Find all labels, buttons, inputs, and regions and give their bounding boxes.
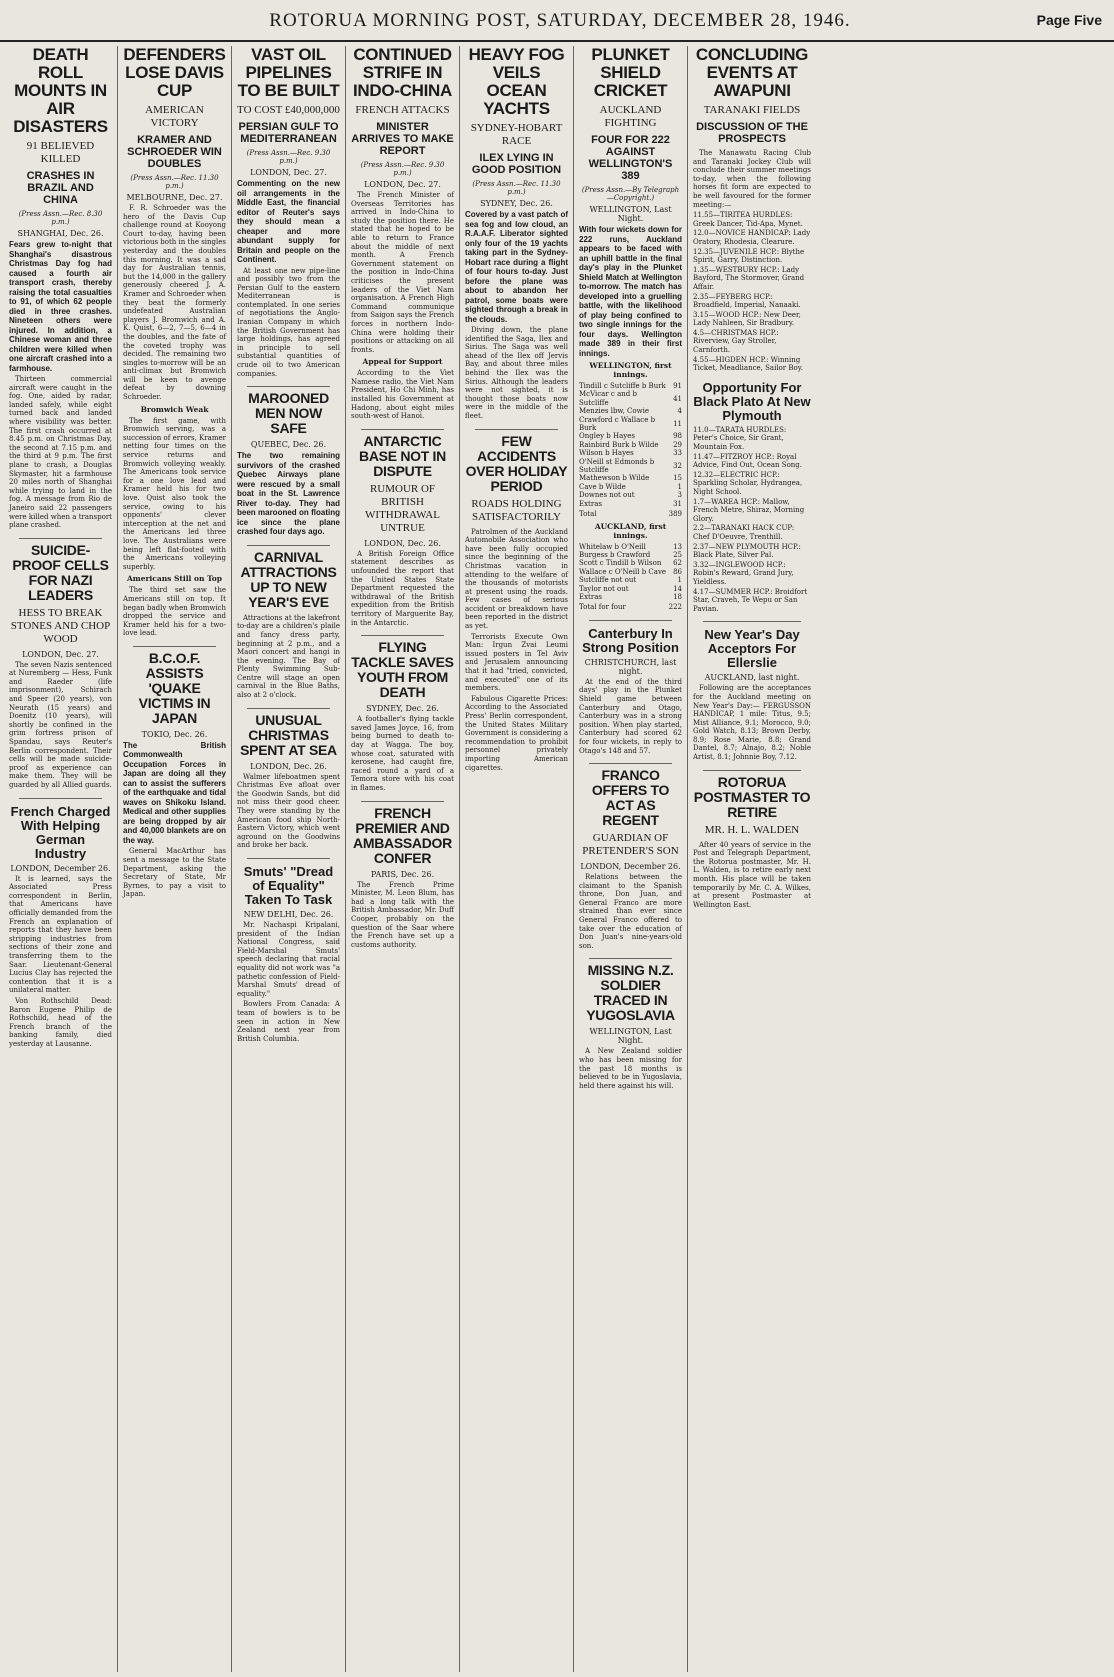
article-french-premier <box>351 806 454 950</box>
headline: HEAVY FOG VEILS OCEAN YACHTS <box>468 46 565 118</box>
body-paragraph: Patrolmen of the Auckland Automobile Association who have been fully occupied since the beginning of the Christmas vacation in attending to the welfare of the thousands of motorists at present using the roads. Few cases of serious accident or breakdown have been reported in the district as yet. <box>465 527 568 631</box>
race-tip: 2.37—NEW PLYMOUTH HCP.: Black Plate, Silver Pal. <box>693 542 801 560</box>
headline: FEW ACCIDENTS OVER HOLIDAY PERIOD <box>465 432 568 494</box>
masthead-title: ROTORUA MORNING POST, SATURDAY, DECEMBER 28, 1946. <box>269 10 851 31</box>
article-postmaster <box>693 775 811 910</box>
dateline: LONDON, Dec. 26. <box>364 538 441 548</box>
subheadline: RUMOUR OF BRITISH WITHDRAWAL UNTRUE <box>365 482 440 534</box>
divider <box>361 635 444 636</box>
subheadline: MR. H. L. WALDEN <box>704 823 800 836</box>
divider <box>247 708 330 709</box>
subheadline: FOUR FOR 222 AGAINST WELLINGTON'S 389 <box>588 134 673 182</box>
article-french-charged <box>9 805 112 1049</box>
score-row <box>579 593 682 601</box>
column-4 <box>346 46 460 1672</box>
race-tips-list <box>693 426 811 613</box>
lead-paragraph: With four wickets down for 222 runs, Auckland appears to be faced with an uphill battle in the final day's play in the Plunket Shield Match at Wellington to-morrow. The match has developed into a gruelling battle, with the likelihood of play being confined to two single innings for the four days. Wellington made 389 in their first innings. <box>579 225 682 358</box>
batsman: Mathewson b Wilde <box>579 474 650 483</box>
headline: SUICIDE-PROOF CELLS FOR NAZI LEADERS <box>12 541 109 603</box>
runs: 18 <box>673 592 682 601</box>
race-tip: 11.0—TARATA HURDLES: Peter's Choice, Sir Grant, Mountain Fox. <box>693 425 787 452</box>
body-paragraph: After 40 years of service in the Post and Telegraph Department, the Rotorua postmaster, Mr. H. L. Walden, is to retire early next month. His place will be taken temporarily by Mr. C. A. Wilkes, at present Postmaster at Wellington East. <box>693 840 811 909</box>
body-paragraph: A British Foreign Office statement describes as unfounded the report that the United States State Department requested the withdrawal of the British expedition from the British territory of Marguerite Bay, in the Antarctic. <box>351 549 454 627</box>
divider <box>19 538 102 539</box>
dateline: LONDON, December 26. <box>10 863 111 873</box>
score-row <box>579 432 682 440</box>
batsman: Burgess b Crawford <box>579 550 651 559</box>
score-row <box>579 382 682 390</box>
article-smuts <box>237 865 340 1043</box>
race-tip: 12.0—NOVICE HANDICAP: Lady Oratory, Rhodesia, Clearure. <box>693 229 811 246</box>
race-tip: 1.7—WAREA HCP.: Mallow, French Metre, Shiraz, Morning Glory. <box>693 497 805 523</box>
batsman: Extras <box>579 499 602 508</box>
subheadline: SYDNEY-HOBART RACE <box>470 122 563 147</box>
race-tip: 4.17—SUMMER HCP.: Broidfort Star, Craveh, Te Wepu or San Pavian. <box>693 587 808 613</box>
race-tip: 2.35—FEYBERG HCP.: Broadfield, Imperial, Nanaaki. <box>693 292 801 310</box>
runs: 31 <box>673 499 682 508</box>
press-credit: (Press Assn.—Rec. 9.30 p.m.) <box>360 161 445 177</box>
divider <box>589 958 672 959</box>
dateline: NEW DELHI, Dec. 26. <box>243 910 334 919</box>
scorecard-heading: WELLINGTON, first innings. <box>589 361 672 379</box>
runs: 11 <box>673 419 682 428</box>
article-flying-tackle <box>351 640 454 792</box>
race-tip: 4.55—HIGDEN HCP.: Winning Ticket, Meadliance, Sailor Boy. <box>693 355 803 373</box>
divider <box>133 646 216 647</box>
headline: Opportunity For Black Plato At New Plymouth <box>693 379 811 423</box>
dateline: LONDON, Dec. 27. <box>364 180 441 189</box>
subheadline: PERSIAN GULF TO MEDITERRANEAN <box>238 121 339 145</box>
subheadline: AMERICAN VICTORY <box>145 104 204 129</box>
batsman: Tindill c Sutcliffe b Burk <box>579 382 666 390</box>
article-bcof-japan <box>123 651 226 899</box>
body-paragraph: Mr. Nachaspi Kripalani, president of the Indian National Congress, said Field-Marshal Smuts' speech declaring that racial equality did not work was "a pathetic confession of Field-Marshal Smuts' dread of equality." <box>237 921 340 998</box>
body-paragraph: At least one new pipe-line and possibly two from the Persian Gulf to the eastern Mediterranean is contemplated. In one series of negotiations the Anglo-Iranian Company in which the British Government has large holdings, has agreed in principle to sell substantial quantities of crude oil to two American companies. <box>237 266 340 378</box>
total-runs: 389 <box>668 510 682 519</box>
news-item: Bowlers From Canada: A team of bowlers is to be seen in action in New Zealand next year from British Columbia. <box>237 1000 340 1043</box>
runs: 32 <box>673 461 682 470</box>
score-row <box>579 551 682 559</box>
runs: 86 <box>673 567 682 576</box>
body-paragraph: Relations between the claimant to the Spanish throne, Don Juan, and General Franco are more strained than ever since General Franco offered to take over the education of Don Juan's nine-years-old son. <box>579 873 682 950</box>
columns <box>4 46 1110 1672</box>
column-7 <box>688 46 816 1672</box>
lead-paragraph: Fears grew to-night that Shanghai's disastrous Christmas Day fog had caused a fourth air transport crash, thereby raising the total casualties to 91, of which 62 people died in three crashes. Nineteen others were injured. In addition, a Chinese woman and three children were killed when one aircraft crashed into a farmhouse. <box>9 240 112 373</box>
subheadline: MINISTER ARRIVES TO MAKE REPORT <box>351 121 454 157</box>
headline: CARNIVAL ATTRACTIONS UP TO NEW YEAR'S EVE <box>240 548 337 610</box>
crosshead: Americans Still on Top <box>126 574 223 584</box>
body-paragraph: General MacArthur has sent a message to the State Department, asking the Secretary of State, Mr Byrnes, to pay a visit to Japan. <box>123 847 226 899</box>
column-2 <box>118 46 232 1672</box>
body-paragraph: At the end of the third days' play in the Plunket Shield game between Canterbury and Otago, Canterbury was in a strong position. When play started, Canterbury had scored 62 for four wickets, in reply to Otago's 148 and 57. <box>579 677 682 755</box>
race-tip: 12.32—ELECTRIC HCP.: Sparkling Scholar, Hydrangea, Night School. <box>693 470 803 496</box>
divider <box>703 770 801 771</box>
batsman: Cave b Wilde <box>579 482 626 491</box>
subheadline: ILEX LYING IN GOOD POSITION <box>471 152 562 176</box>
divider <box>475 429 558 430</box>
score-row <box>579 483 682 491</box>
press-credit: (Press Assn.—Rec. 11.30 p.m.) <box>130 174 219 190</box>
headline: FRENCH PREMIER AND AMBASSADOR CONFER <box>353 804 452 866</box>
score-row <box>579 441 682 449</box>
runs: 62 <box>673 559 682 568</box>
score-row <box>579 576 682 584</box>
subheadline: ROADS HOLDING SATISFACTORILY <box>471 497 562 523</box>
divider <box>247 858 330 859</box>
dateline: WELLINGTON, Last Night. <box>589 205 672 223</box>
article-missing-soldier <box>579 963 682 1090</box>
body-paragraph: Following are the acceptances for the Auckland meeting on New Year's Day:— FERGUSSON HANDICAP, 1 mile: Titus, 9.5; Mist Alliance, 9.1; Morocco, 9.0; Gold Watch, 8.13; Brown Derby, 8.9; Rose Marie, 8.8; Grand Dantel, 8.7; Alnajo, 8.2; Noble Artist, 8.1; Johnnie Boy, 7.12. <box>693 684 811 762</box>
score-total-row <box>579 508 682 518</box>
article-antarctic <box>351 434 454 627</box>
page-number: Page Five <box>1036 12 1102 28</box>
race-tips-list <box>693 211 811 373</box>
news-item: Fabulous Cigarette Prices: According to the Associated Press' Berlin correspondent, the United States Military Government is considering a recommendation to prohibit personnel privately importing American cigarettes. <box>465 694 568 772</box>
body-paragraph: Thirteen commercial aircraft were caught in the fog. One, aided by radar, landed safely, while eight turned back and landed where visibility was better. The first crash occurred at 8.45 p.m. on Christmas Day, the second at 7.15 p.m. and the third at 9 p.m. The first plane to crash, a Douglas Skymaster, hit a farmhouse 20 miles north of Shanghai while trying to land in the fog. A message from Rio de Janeiro said 22 passengers were killed when a transport plane crashed. <box>9 375 112 530</box>
dateline: CHRISTCHURCH, last night. <box>584 657 677 676</box>
dateline: SYDNEY, Dec. 26. <box>480 199 553 208</box>
article-canterbury <box>579 627 682 755</box>
body-paragraph: The French Prime Minister, M. Leon Blum, has had a long talk with the British Ambassador, Mr. Duff Cooper, probably on the question of the Saar where the French have set up a customs authority. <box>351 880 454 949</box>
article-nazi-cells <box>9 543 112 790</box>
headline: MAROONED MEN NOW SAFE <box>248 390 329 437</box>
article-holiday-accidents <box>465 434 568 773</box>
body-paragraph: A footballer's flying tackle saved James Joyce, 16, from being burned to death to-day at Wagga. The boy, whose coat, saturated with kerosene, had caught fire, raced round a yard of a Temora store with his coat in flames. <box>351 715 454 792</box>
headline: CONCLUDING EVENTS AT AWAPUNI <box>695 46 809 100</box>
masthead-rule <box>0 40 1114 42</box>
dateline: TOKIO, Dec. 26. <box>141 729 208 739</box>
batsman: Menzies lbw, Cowie <box>579 407 649 416</box>
headline: DEATH ROLL MOUNTS IN AIR DISASTERS <box>13 46 108 136</box>
batsman: Sutcliffe not out <box>579 576 637 585</box>
batsman: Scott c Tindill b Wilson <box>579 559 662 568</box>
batsman: Ongley b Hayes <box>579 432 635 441</box>
score-row <box>579 474 682 482</box>
dateline: LONDON, December 26. <box>580 862 681 872</box>
article-christmas-at-sea <box>237 713 340 850</box>
subheadline: 91 BELIEVED KILLED <box>26 140 95 165</box>
headline: French Charged With Helping German Industry <box>10 803 111 861</box>
news-item: Von Rothschild Dead: Baron Eugene Philip de Rothschild, head of the French branch of the banking family, died yesterday at Lausanne. <box>9 996 112 1048</box>
headline: New Year's Day Acceptors For Ellerslie <box>704 627 800 671</box>
score-row <box>579 500 682 508</box>
race-tip: 2.2—TARANAKI HACK CUP: Chef D'Oeuvre, Trenthill. <box>693 524 795 541</box>
dateline: PARIS, Dec. 26. <box>370 869 435 879</box>
body-paragraph: Attractions at the lakefront to-day are a children's plaile and fancy dress party, beginning at 2 p.m., and a Maori concert and hangi in the evening. The Bay of Plenty Swimming Sub-Centre will stage an open carnival in the Blue Baths, also at 2 o'clock. <box>237 613 340 700</box>
body-paragraph: Walmer lifeboatmen spent Christmas Eve afloat over the Goodwin Sands, but did not miss their good cheer. They were standing by the American food ship North-Eastern Victory, which went aground on the Goodwins and broke her back. <box>237 772 340 850</box>
divider <box>361 429 444 430</box>
crosshead: Appeal for Support <box>362 357 443 367</box>
runs: 41 <box>673 394 682 403</box>
subheadline: TARANAKI FIELDS <box>703 104 801 116</box>
press-credit: (Press Assn.—By Telegraph—Copyright.) <box>581 186 680 202</box>
divider <box>247 386 330 387</box>
body-paragraph: The first game, with Bromwich serving, was a succession of errors, Kramer netting four times on the service returns and Bromwich volleying weakly. The Americans took service for a one love lead and Kramer held his for two love. Quist also took the service, owing to his opponents' clever interception at the net and the Americans led three love. The Australians were being left flat-footed with the Americans volleying superbly. <box>123 416 226 571</box>
column-5 <box>460 46 574 1672</box>
batsman: Whitelaw b O'Neill <box>579 542 646 551</box>
race-tip: 3.32—INGLEWOOD HCP.: Robin's Reward, Grand Jury, Yieldless. <box>693 560 794 586</box>
batsman: Downes not out <box>579 491 635 500</box>
headline: VAST OIL PIPELINES TO BE BUILT <box>237 46 340 100</box>
headline: B.C.O.F. ASSISTS 'QUAKE VICTIMS IN JAPAN <box>138 649 211 726</box>
body-paragraph: The seven Nazis sentenced at Nuremberg — Hess, Funk and Raeder (life imprisonment), Schirach and Speer (20 years), von Neurath (15 years) and Doenitz (10 years), will shortly be confined in the grim fortress prison of Spandau, says Reuter's Berlin correspondent. Their cells will be made suicide-proof as experience can make them. They will be guarded by all Allied guards. <box>9 660 112 789</box>
article-ocean-yachts <box>465 46 568 421</box>
batsman: Wilson b Hayes <box>579 449 634 458</box>
batsman: O'Neill st Edmonds b Sutcliffe <box>579 457 655 475</box>
dateline: LONDON, Dec. 26. <box>250 761 327 771</box>
body-paragraph: The French Minister of Overseas Territories has arrived in Indo-China to study the position there. He stated that he hoped to be able to return to France about the middle of next month. A French Government statement on the position in Indo-China criticises the present leaders of the Viet Nam organisation. A French High Command communique from Saigon says the French forces in northern Indo-China were holding their positions or attacking on all fronts. <box>351 191 454 354</box>
body-paragraph: It is learned, says the Associated Press correspondent in Berlin, that Americans have officially demanded from the French an explanation of reports that they have been stripping industries from sections of their zone and transferring them to the Saar. Lieutenant-General Lucius Clay has rejected the contention that it is a unilateral matter. <box>9 874 112 995</box>
score-row <box>579 543 682 551</box>
score-row <box>579 416 682 433</box>
total-label: Total for four <box>579 603 626 612</box>
article-awapuni <box>693 46 811 373</box>
dateline: LONDON, Dec. 27. <box>22 649 99 659</box>
headline: FLYING TACKLE SAVES YOUTH FROM DEATH <box>351 639 454 701</box>
headline: DEFENDERS LOSE DAVIS CUP <box>123 46 226 100</box>
news-item: Terrorists Execute Own Man: Irgun Zvai Leumi issued posters in Tel Aviv and Jerusalem announcing that it had "tried, convicted, and executed" one of its members. <box>465 632 568 693</box>
divider <box>589 763 672 764</box>
subheadline: CRASHES IN BRAZIL AND CHINA <box>26 170 95 206</box>
dateline: SYDNEY, Dec. 26. <box>366 704 439 714</box>
runs: 25 <box>673 550 682 559</box>
score-row <box>579 449 682 457</box>
headline: UNUSUAL CHRISTMAS SPENT AT SEA <box>240 711 337 758</box>
score-row <box>579 390 682 407</box>
score-row <box>579 458 682 475</box>
masthead <box>0 0 1114 40</box>
scorecard-auckland <box>579 543 682 612</box>
runs: 4 <box>677 407 682 416</box>
headline: Smuts' "Dread of Equality" Taken To Task <box>243 864 334 907</box>
press-credit: (Press Assn.—Rec. 8.30 p.m.) <box>18 210 103 226</box>
dateline: WELLINGTON, Last Night. <box>589 1027 672 1046</box>
subheadline: TO COST £40,000,000 <box>237 104 340 116</box>
runs: 1 <box>677 576 682 585</box>
divider <box>589 620 672 621</box>
race-tip: 11.55—TIRITEA HURDLES: Greek Dancer, Tid-Apa, Mynet. <box>693 211 803 228</box>
race-tip: 3.15—WOOD HCP.: New Deer, Lady Nahleen, Sir Bradbury. <box>693 310 801 328</box>
score-row <box>579 407 682 415</box>
headline: CONTINUED STRIFE IN INDO-CHINA <box>353 46 452 100</box>
article-ellerslie <box>693 628 811 761</box>
score-total-row <box>579 601 682 611</box>
headline: MISSING N.Z. SOLDIER TRACED IN YUGOSLAVIA <box>586 962 675 1024</box>
divider <box>19 798 102 799</box>
lead-paragraph: The British Commonwealth Occupation Forces in Japan are doing all they can to assist the sufferers of the earthquake and tidal waves on Shikoku Island. Medical and other supplies are being dropped by air and 40,000 blankets are on the way. <box>123 740 226 845</box>
dateline: AUCKLAND, last night. <box>704 673 800 683</box>
runs: 29 <box>673 440 682 449</box>
article-marooned-men <box>237 391 340 537</box>
batsman: Wallace c O'Neill b Cave <box>579 567 667 576</box>
divider <box>361 801 444 802</box>
article-plunket-shield <box>579 46 682 612</box>
headline: ROTORUA POSTMASTER TO RETIRE <box>693 773 811 820</box>
column-6 <box>574 46 688 1672</box>
scorecard-heading: AUCKLAND, first innings. <box>594 521 667 540</box>
score-row <box>579 491 682 499</box>
subheadline: GUARDIAN OF PRETENDER'S SON <box>582 832 679 858</box>
runs: 3 <box>677 491 682 500</box>
divider <box>703 621 801 622</box>
subheadline: AUCKLAND FIGHTING <box>599 104 662 129</box>
body-paragraph: Diving down, the plane identified the Saga, Ilex and Sirius. The Saga was well ahead of the Ilex off Jervis Bay, and about three miles behind the Ilex was the Sirius. Although the leaders were not sighted, it is thought those boats now were in the middle of the fleet. <box>465 326 568 420</box>
article-indo-china <box>351 46 454 421</box>
batsman: Extras <box>579 592 602 601</box>
runs: 91 <box>673 382 682 390</box>
runs: 33 <box>673 449 682 458</box>
body-paragraph: According to the Viet Namese radio, the Viet Nam President, Ho Chi Minh, has installed his Government at Hadong, about eight miles south-west of Hanoi. <box>351 369 454 421</box>
runs: 14 <box>673 584 682 593</box>
lead-paragraph: Covered by a vast patch of sea fog and low cloud, an R.A.A.F. Liberator sighted only four of the 19 yachts taking part in the Sydney-Hobart race during a flight of four hours to-day. Just before the plane was about to abandon her patrol, some boats were sighted through a break in the clouds. <box>465 210 568 324</box>
body-paragraph: The Manawatu Racing Club and Taranaki Jockey Club will conclude their summer meetings to-day, when the following horses fit form are expected to be well favoured for the former meeting:— <box>693 149 811 209</box>
batsman: Taylor not out <box>579 584 629 593</box>
body-paragraph: The third set saw the Americans still on top. It began badly when Bromwich dropped the service and Kramer held his for a two-love lead. <box>123 586 226 638</box>
race-tip: 11.47—FITZROY HCP.: Royal Advice, Find Out, Ocean Song. <box>693 452 802 470</box>
lead-paragraph: Commenting on the new oil arrangements in the Middle East, the financial editor of Reuter's says they should mean a cheaper and more abundant supply for Britain and people on the Continent. <box>237 179 340 264</box>
runs: 98 <box>673 432 682 441</box>
article-air-disasters <box>9 46 112 530</box>
subheadline: FRENCH ATTACKS <box>355 104 450 116</box>
total-label: Total <box>579 510 597 519</box>
dateline: MELBOURNE, Dec. 27. <box>126 193 223 202</box>
lead-paragraph: The two remaining survivors of the crashed Quebec Airways plane were rescued by a small boat in the St. Lawrence River to-day. They had been marooned on floating ice since the plane crashed four days ago. <box>237 451 340 537</box>
score-row <box>579 568 682 576</box>
headline: FRANCO OFFERS TO ACT AS REGENT <box>591 767 670 829</box>
body-paragraph: F. R. Schroeder was the hero of the Davis Cup challenge round at Kooyong Court to-day, having been victorious both in the singles yesterday and the doubles this morning. It was a sad day for Australian tennis, but the 14,000 in the gallery generously cheered J. A. Kramer and Schroeder when they beat the formerly undefeated Australian players J. Bromwich and A. K. Quist, 6—2, 7—5, 6—4 in the doubles, and the fate of the coveted trophy was decided. The remaining two singles to-morrow will be an anti-climax but Bromwich will be keen to avenge defeat by downing Schroeder. <box>123 204 226 402</box>
press-credit: (Press Assn.—Rec. 9.30 p.m.) <box>246 149 331 165</box>
batsman: McVicar c and b Sutcliffe <box>579 390 637 407</box>
subheadline: DISCUSSION OF THE PROSPECTS <box>696 121 808 145</box>
runs: 1 <box>677 482 682 491</box>
article-new-plymouth <box>693 381 811 613</box>
dateline: QUEBEC, Dec. 26. <box>250 440 327 450</box>
dateline: SHANGHAI, Dec. 26. <box>17 229 104 238</box>
race-tip: 1.35—WESTBURY HCP.: Lady Bayford, The Stormover, Grand Affair. <box>693 265 805 291</box>
dateline: LONDON, Dec. 27. <box>250 168 327 177</box>
race-tip: 12.35—JUVENILE HCP.: Blythe Spirit, Garry, Distinction. <box>693 247 805 265</box>
headline: PLUNKET SHIELD CRICKET <box>591 46 670 100</box>
article-oil-pipelines <box>237 46 340 378</box>
total-runs: 222 <box>668 603 682 612</box>
runs: 13 <box>673 542 682 551</box>
column-1 <box>4 46 118 1672</box>
subheadline: KRAMER AND SCHROEDER WIN DOUBLES <box>127 134 222 170</box>
score-row <box>579 559 682 567</box>
headline: ANTARCTIC BASE NOT IN DISPUTE <box>359 432 446 479</box>
batsman: Crawford c Wallace b Burk <box>579 415 656 433</box>
race-tip: 4.5—CHRISTMAS HCP.: Riverview, Gay Stroller, Carnforth. <box>693 328 779 355</box>
press-credit: (Press Assn.—Rec. 11.30 p.m.) <box>472 180 561 196</box>
body-paragraph: A New Zealand soldier who has been missing for the past 18 months is believed to be in Yugoslavia, held there against his will. <box>579 1047 682 1090</box>
batsman: Rainbird Burk b Wilde <box>579 440 659 449</box>
runs: 15 <box>673 474 682 483</box>
headline: Canterbury In Strong Position <box>582 625 679 655</box>
article-davis-cup <box>123 46 226 638</box>
scorecard-wellington <box>579 382 682 519</box>
article-carnival <box>237 550 340 700</box>
divider <box>247 545 330 546</box>
column-3 <box>232 46 346 1672</box>
article-franco <box>579 768 682 950</box>
crosshead: Bromwich Weak <box>140 404 209 414</box>
subheadline: HESS TO BREAK STONES AND CHOP WOOD <box>10 606 111 645</box>
score-row <box>579 585 682 593</box>
